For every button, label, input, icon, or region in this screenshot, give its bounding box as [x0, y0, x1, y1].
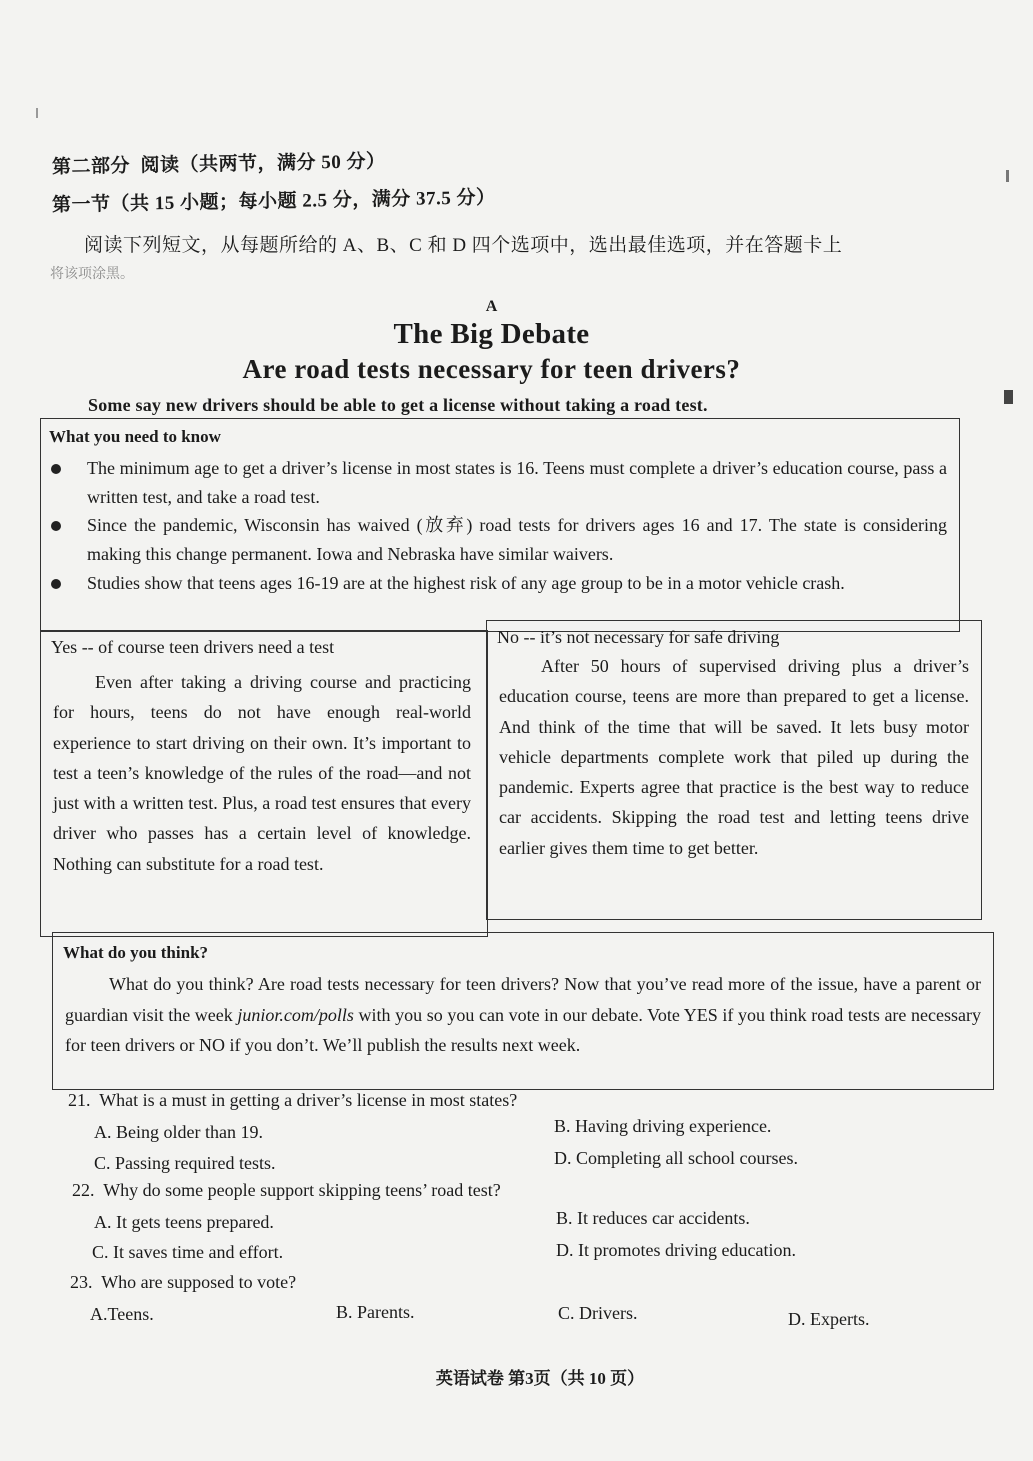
question-22: [72, 1180, 501, 1201]
option-22c: C. It saves time and effort.: [92, 1242, 284, 1262]
option-22b: B. It reduces car accidents.: [556, 1208, 750, 1228]
no-heading: No -- it’s not necessary for safe driving: [497, 627, 780, 647]
passage-letter: A: [485, 298, 498, 315]
question-number: 21.: [68, 1090, 91, 1110]
option-22d: D. It promotes driving education.: [556, 1240, 796, 1260]
question-stem: Who are supposed to vote?: [101, 1272, 297, 1292]
option-22a: A. It gets teens prepared.: [94, 1212, 274, 1232]
passage-title: The Big Debate: [393, 318, 590, 350]
instruction-text: 阅读下列短文，从每题所给的 A、B、C 和 D 四个选项中，选出最佳选项，并在答题卡上: [84, 235, 843, 256]
part-title-text: 阅读（共两节，满分 50 分）: [140, 151, 386, 177]
know-heading: What you need to know: [49, 427, 221, 446]
option-23a: A.Teens.: [90, 1304, 154, 1324]
fact-bullet: [47, 511, 947, 569]
question-21: [68, 1090, 517, 1111]
option-21b: B. Having driving experience.: [554, 1116, 772, 1136]
no-body: After 50 hours of supervised driving plus a driver’s education course, teens are more than prepared to get a license. And think of the time that will be saved. It lets busy motor vehicle departments complete work that piled up during the pandemic. Experts agree that practice is the best way to reduce car accidents. Skipping the road test and letting teens drive earlier gives them time to get better.: [499, 656, 969, 858]
scan-mark: [1006, 170, 1009, 182]
passage-intro: Some say new drivers should be able to get a license without taking a road test.: [88, 395, 708, 415]
think-text: What do you think? Are road tests necessary for teen drivers? Now that you’ve read more of the issue, have a parent or guardian visit the week: [65, 974, 981, 1025]
bullet-icon: [51, 464, 61, 474]
section-label: 第一节: [51, 193, 111, 216]
no-column: [486, 620, 982, 920]
option-21a: A. Being older than 19.: [94, 1122, 263, 1142]
instruction-continuation: 将该项涂黑。: [50, 267, 134, 282]
fact-bullet: [47, 569, 947, 598]
option-23c: C. Drivers.: [558, 1303, 638, 1323]
fact-bullet: [47, 454, 947, 512]
poll-link: junior.com/polls: [237, 1004, 354, 1025]
part-title: [52, 146, 386, 179]
question-number: 23.: [70, 1272, 93, 1292]
passage-subtitle: Are road tests necessary for teen drivers?: [242, 354, 741, 384]
think-box: [52, 932, 994, 1090]
think-heading: What do you think?: [63, 943, 209, 962]
yes-column: [40, 630, 488, 937]
bullet-icon: [51, 579, 61, 589]
fact-text: Studies show that teens ages 16-19 are at the highest risk of any age group to be in a motor vehicle crash.: [87, 573, 845, 593]
yes-body: Even after taking a driving course and practicing for hours, teens do not have enough real-world experience to start driving on their own. It’s important to test a teen’s knowledge of the rules of the road—and not just with a written test. Plus, a road test ensures that every driver who passes has a certain level of knowledge. Nothing can substitute for a road test.: [53, 672, 471, 874]
option-21d: D. Completing all school courses.: [554, 1148, 798, 1168]
section-title: [52, 182, 496, 217]
scan-mark: [36, 108, 38, 118]
question-number: 22.: [72, 1180, 95, 1200]
option-21c: C. Passing required tests.: [94, 1153, 276, 1173]
part-label: 第二部分: [51, 155, 131, 178]
fact-text: Since the pandemic, Wisconsin has waived (放弃) road tests for drivers ages 16 and 17. The state is considering making this change permanent. Iowa and Nebraska have similar waivers.: [87, 515, 947, 564]
bullet-icon: [51, 521, 61, 531]
think-body: [65, 969, 981, 1061]
question-23: [70, 1272, 296, 1293]
section-title-text: （共 15 小题；每小题 2.5 分，满分 37.5 分）: [110, 187, 496, 215]
think-text: with you so you can vote in our debate. Vote YES if you think road tests are necessary for teen drivers or NO if you don’t. We’ll publish the results next week.: [65, 1004, 981, 1055]
yes-heading: Yes -- of course teen drivers need a test: [51, 637, 335, 657]
page-footer: 英语试卷 第3页（共 10 页）: [435, 1369, 645, 1388]
question-stem: What is a must in getting a driver’s license in most states?: [99, 1090, 518, 1110]
question-stem: Why do some people support skipping teens’ road test?: [103, 1180, 501, 1200]
scan-mark: [1004, 390, 1013, 404]
fact-text: The minimum age to get a driver’s license in most states is 16. Teens must complete a driver’s education course, pass a written test, and take a road test.: [87, 458, 947, 507]
option-23d: D. Experts.: [788, 1309, 870, 1329]
know-box: [40, 418, 960, 632]
option-23b: B. Parents.: [336, 1302, 415, 1322]
